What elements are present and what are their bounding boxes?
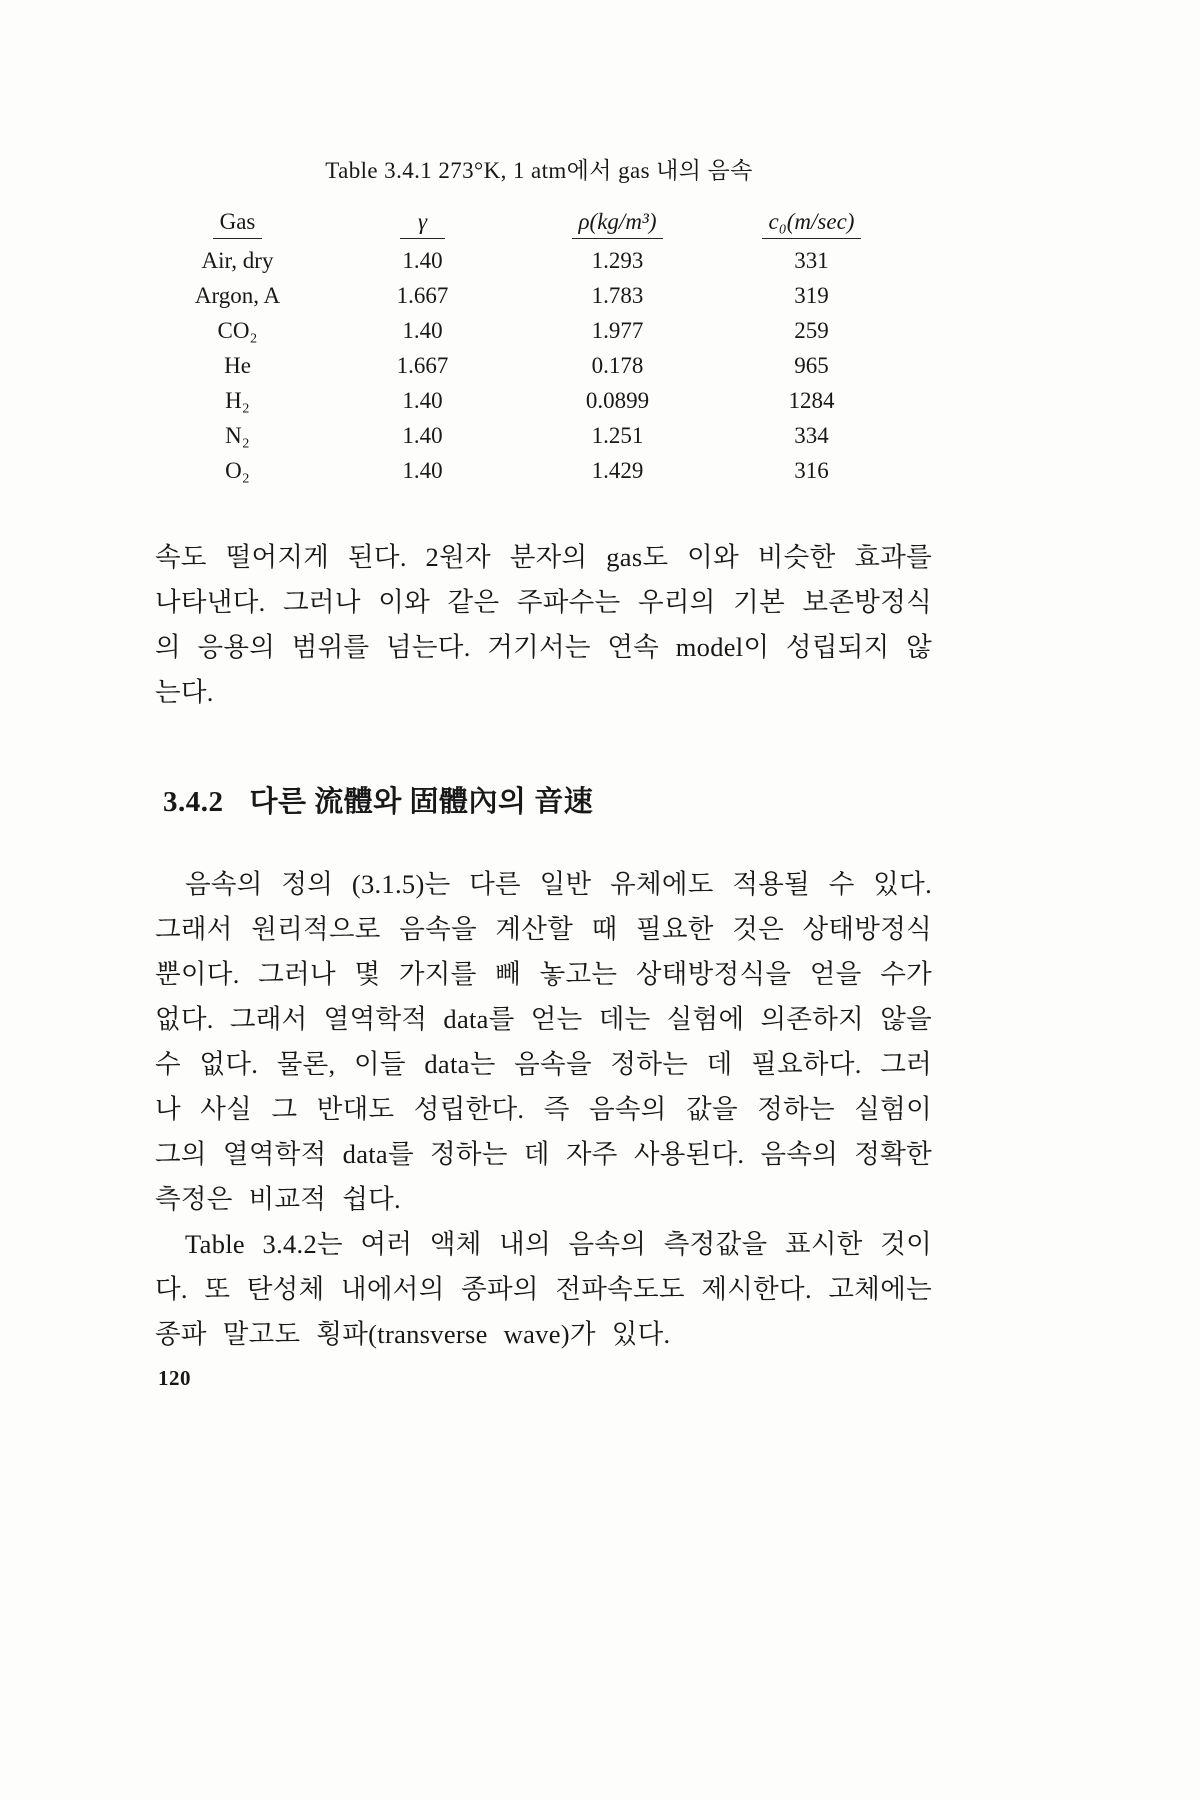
table-header-1: γ <box>315 205 530 244</box>
table-caption: Table 3.4.1 273°K, 1 atm에서 gas 내의 음속 <box>325 158 753 183</box>
page-number: 120 <box>158 1366 191 1390</box>
table-cell: 1284 <box>788 388 835 413</box>
table-cell: 0.0899 <box>585 388 650 413</box>
table-cell: O₂ <box>225 458 250 483</box>
paragraph-diatomic-gas-effect: 속도 떨어지게 된다. 2원자 분자의 gas도 이와 비슷한 효과를 나타낸다. 그러나 이와 같은 주파수는 우리의 기본 보존방정식의 응용의 범위를 넘는다. 거기서는 연속 model이 성립되지 않는다. <box>155 542 932 707</box>
table-cell: 1.667 <box>396 283 449 308</box>
table-cell: CO₂ <box>217 318 258 343</box>
table-cell: 1.429 <box>591 458 644 483</box>
table-cell: 1.40 <box>402 318 443 343</box>
table-row <box>160 419 918 454</box>
gas-sound-speed-table <box>160 205 918 489</box>
table-cell: 1.783 <box>591 283 644 308</box>
section-title: 다른 流體와 固體內의 音速 <box>249 786 594 818</box>
section-number: 3.4.2 <box>163 786 224 818</box>
table-cell: Air, dry <box>201 248 274 273</box>
table-cell: He <box>224 353 251 378</box>
table-cell: 1.40 <box>402 388 443 413</box>
table-cell: 259 <box>794 318 829 343</box>
paragraph-sound-speed-definition: 음속의 정의 (3.1.5)는 다른 일반 유체에도 적용될 수 있다. 그래서 원리적으로 음속을 계산할 때 필요한 것은 상태방정식뿐이다. 그러나 몇 가지를 빼 놓고는 상태방정식을 얻을 수가 없다. 그래서 열역학적 data를 얻는 데는 실험에 의존하지 않을 수 없다. 물론, 이들 data는 음속을 정하는 데 필요하다. 그러나 사실 그 반대도 성립한다. 즉 음속의 값을 정하는 실험이 그의 열역학적 data를 정하는 데 자주 사용된다. 음속의 정확한 측정은 비교적 쉽다. <box>155 869 932 1214</box>
table-row <box>160 349 918 384</box>
table-row <box>160 454 918 489</box>
table-cell: 1.667 <box>396 353 449 378</box>
paragraph-table-342-intro: Table 3.4.2는 여러 액체 내의 음속의 측정값을 표시한 것이다. 또 탄성체 내에서의 종파의 전파속도도 제시한다. 고체에는 종파 말고도 횡파(transverse wave)가 있다. <box>155 1229 932 1349</box>
table-cell: 1.40 <box>402 423 443 448</box>
table-row <box>160 314 918 349</box>
table-header-2: ρ(kg/m³) <box>530 205 705 244</box>
table-cell: 331 <box>794 248 829 273</box>
table-cell: 1.293 <box>591 248 644 273</box>
section-heading <box>163 779 1200 820</box>
table-body <box>160 244 918 489</box>
table-cell: Argon, A <box>194 283 281 308</box>
table-cell: 1.40 <box>402 458 443 483</box>
table-cell: 334 <box>794 423 829 448</box>
table-header-3: c₀(m/sec) <box>705 205 918 244</box>
table-cell: 0.178 <box>591 353 644 378</box>
table-header-0: Gas <box>160 205 315 244</box>
table-cell: 965 <box>794 353 829 378</box>
table-row <box>160 384 918 419</box>
table-cell: 1.977 <box>591 318 644 343</box>
table-cell: 1.40 <box>402 248 443 273</box>
table-cell: N₂ <box>225 423 250 448</box>
table-header-row <box>160 205 918 244</box>
table-cell: H₂ <box>225 388 250 413</box>
table-row <box>160 279 918 314</box>
table-cell: 1.251 <box>591 423 644 448</box>
table-cell: 316 <box>794 458 829 483</box>
table-row <box>160 244 918 279</box>
table-cell: 319 <box>794 283 829 308</box>
gas-sound-speed-table-block <box>160 0 918 489</box>
